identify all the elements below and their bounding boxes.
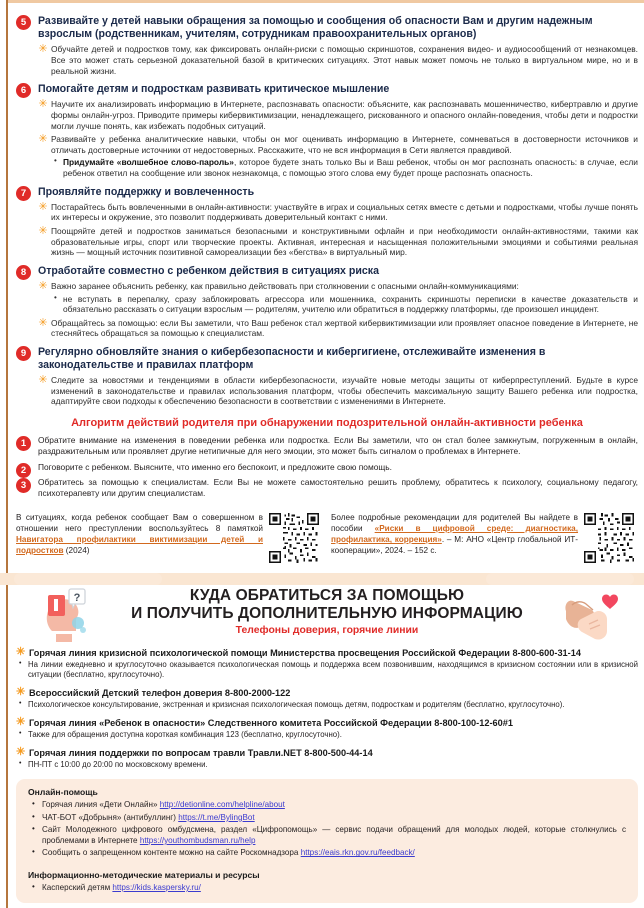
bullet-text: Научите их анализировать информацию в Интернете, распознавать опасности: объясните, как распознавать мошенничество, кибертравлю и другие формы онлайн-угроз. Приводите примеры кибервиктимизации, ненадлежащего, рискованного и опасного онлайн-поведения, чтобы дети и подростки могли лучше понять, как избежать подобных ситуаций. <box>51 99 638 131</box>
qr-references-row <box>16 512 638 563</box>
recommendation-item <box>16 83 638 178</box>
bullet-item <box>38 318 638 339</box>
resource-link[interactable]: https://kids.kaspersky.ru/ <box>112 883 201 893</box>
hotline-title: Горячая линия кризисной психологической помощи Министерства просвещения Российской Федерации 8-800-600-31-14 <box>29 648 581 659</box>
star-bullet-icon: ✳ <box>16 716 26 729</box>
sub-bullets <box>51 294 638 315</box>
svg-text:?: ? <box>73 592 81 605</box>
contacts-header-line2: И ПОЛУЧИТЬ ДОПОЛНИТЕЛЬНУЮ ИНФОРМАЦИЮ <box>131 605 523 623</box>
resource-label: Горячая линия «Дети Онлайн» <box>42 800 160 810</box>
qr-code-icon[interactable] <box>584 513 634 563</box>
step-text: Поговорите с ребенком. Выясните, что именно его беспокоит, и предложите свою помощь. <box>38 461 392 472</box>
contacts-subtitle: Телефоны доверия, горячие линии <box>235 625 419 637</box>
hotline-entry <box>16 747 638 770</box>
sub-bullet-item <box>51 157 638 178</box>
recommendation-bullets <box>38 375 638 407</box>
contacts-header-line1: КУДА ОБРАТИТЬСЯ ЗА ПОМОЩЬЮ <box>189 587 465 605</box>
sub-bullet-text: не вступать в перепалку, сразу заблокировать агрессора или мошенника, сохранить скриншоты переписки в качестве доказательств и обязательно рассказать о ситуации взрослым — родителям, учителю или обратиться в поддержку платформы, где произошел инцидент. <box>63 293 638 315</box>
sub-bullet-item <box>51 294 638 315</box>
bullet-text: Следите за новостями и тенденциями в области кибербезопасности, изучайте новые методы защиты от киберпреступлений. Будьте в курсе изменений в законодательстве и правилах использования платформ, чтобы обеспечить максимальную защиту Вашего ребенка или подростка, адаптируйте свои подходы к обеспечению безопасности в соответствии с изменениями в Интернете. <box>51 375 638 407</box>
contacts-header <box>16 585 638 640</box>
qr-reference-handbook-text <box>331 512 578 556</box>
recommendation-item <box>16 186 638 258</box>
qr1-text-before: В ситуациях, когда ребенок сообщает Вам о совершенном в отношении него преступлении воспользуйтесь 8 памяткой <box>16 513 263 534</box>
algorithm-step <box>16 461 638 476</box>
helping-hands-heart-icon <box>562 591 620 641</box>
algorithm-steps <box>16 435 638 499</box>
algorithm-title: Алгоритм действий родителя при обнаружении подозрительной онлайн-активности ребенка <box>71 417 583 430</box>
hotline-entry <box>16 717 638 740</box>
star-bullet-icon: ✳ <box>38 279 48 292</box>
qr-reference-navigator <box>16 512 319 563</box>
resource-label: Сообщить о запрещенном контенте можно на сайте Роскомнадзора <box>42 848 301 858</box>
recommendation-heading: Развивайте у детей навыки обращения за помощью и сообщения об опасности Вам и другим надежным взрослым (родственникам, учителям, сотрудникам правоохранительных органов) <box>38 15 593 41</box>
band-notch-right <box>486 573 634 585</box>
recommendation-item <box>16 15 638 76</box>
recommendation-bullets <box>38 202 638 258</box>
recommendation-bullets <box>38 44 638 76</box>
sub-bullets <box>51 157 638 178</box>
head-with-question-icon <box>38 585 100 643</box>
resource-label: Касперский детям <box>42 883 113 893</box>
sub-bullet-text: , которое будете знать только Вы и Ваш ребенок, чтобы он мог распознать опасность: в случае, если ребенок ответил на сообщение или звонок незнакомца, с помощью этого слова ему будет проще распознать опасность. <box>63 157 638 178</box>
online-help-list <box>28 800 626 859</box>
hotline-note: • На линии ежедневно и круглосуточно оказывается психологическая помощь и поддержка всем позвонившим, находящимся в кризисном состоянии или в кризисной ситуации (бесплатно, круглосуточно). <box>16 660 638 680</box>
recommendation-heading: Отработайте совместно с ребенком действия в ситуациях риска <box>38 264 379 277</box>
recommendation-number-badge: 6 <box>16 83 31 98</box>
recommendation-number-badge: 5 <box>16 15 31 30</box>
contacts-section <box>0 585 644 903</box>
hotline-title: Горячая линия «Ребенок в опасности» Следственного комитета Российской Федерации 8-800-100-12-60#1 <box>29 718 513 729</box>
step-number-badge: 3 <box>16 478 31 493</box>
sub-bullet-keyword: Придумайте «волшебное слово-пароль» <box>63 157 234 168</box>
star-bullet-icon: ✳ <box>38 43 48 56</box>
recommendation-item <box>16 346 638 407</box>
algorithm-step <box>16 435 638 457</box>
band-notch-left <box>14 573 162 585</box>
recommendation-number-badge: 7 <box>16 186 31 201</box>
bullet-item <box>38 375 638 407</box>
star-bullet-icon: ✳ <box>38 98 48 111</box>
bullet-item <box>38 44 638 76</box>
left-margin-rule <box>6 0 8 908</box>
bullet-item <box>38 281 638 315</box>
bullet-item <box>38 202 638 223</box>
resource-item <box>28 883 626 894</box>
bullet-item <box>38 226 638 258</box>
step-text: Обратитесь за помощью к специалистам. Если Вы не можете самостоятельно решить проблему, обратитесь к психологу, социальному педагогу, психотерапевту или другим специалистам. <box>38 477 638 499</box>
hotline-entry <box>16 687 638 710</box>
recommendation-bullets <box>38 281 638 339</box>
hotline-title: Всероссийский Детский телефон доверия 8-800-2000-122 <box>29 688 291 699</box>
star-bullet-icon: ✳ <box>38 316 48 329</box>
qr-reference-handbook <box>331 512 634 563</box>
bullet-text: Поощряйте детей и подростков заниматься безопасными и конструктивными офлайн и при необходимости онлайн-активностями, такими как образовательные игры, спорт или творческие проекты. Активная, интересная и насыщенная положительными эмоциями и событиями реальная жизнь — мощный источник позитивной самореализации без «бегства» в виртуальный мир. <box>51 225 638 258</box>
qr-code-icon[interactable] <box>269 513 319 563</box>
top-rule <box>6 0 644 3</box>
hotline-note: • Психологическое консультирование, экстренная и кризисная психологическая помощь детям, подросткам и родителям (бесплатно, круглосуточно). <box>16 700 638 710</box>
bullet-text: Обращайтесь за помощью: если Вы заметили, что Ваш ребенок стал жертвой кибервиктимизации или проявляет опасное поведение в Интернете, не стесняйтесь обращаться за помощью к специалистам. <box>51 317 638 339</box>
step-number-badge: 2 <box>16 463 31 478</box>
resource-label: ЧАТ-БОТ «Добрыня» (антибуллинг) <box>42 812 179 822</box>
step-number-badge: 1 <box>16 436 31 451</box>
hotline-title-row <box>16 717 638 729</box>
resource-label: Сайт Молодежного цифрового омбудсмена, раздел «Цифропомощь» — сервис подачи обращений для молодых людей, которые столкнулись с проблемами в Интернете <box>42 825 626 845</box>
navigator-link[interactable]: Навигатора профилактики виктимизации детей и подростков <box>16 535 263 556</box>
resource-item <box>28 800 626 811</box>
online-help-title: Онлайн-помощь <box>28 787 98 798</box>
hotlines-list <box>16 647 638 770</box>
qr1-text-after: (2024) <box>63 546 90 556</box>
hotline-note: • Также для обращения доступна короткая комбинация 123 (бесплатно, круглосуточно). <box>16 730 638 740</box>
star-bullet-icon: ✳ <box>16 646 26 659</box>
resource-item <box>28 848 626 859</box>
star-bullet-icon: ✳ <box>16 686 26 699</box>
bullet-text: Постарайтесь быть вовлеченными в онлайн-активности: участвуйте в играх и социальных сетях вместе с детьми и подростками, чтобы лучше понять их интересы и окружение, это позволит поддерживать доверительный контакт с ними. <box>51 201 638 223</box>
handbook-link[interactable]: «Риски в цифровой среде: диагностика, профилактика, коррекция» <box>331 524 579 545</box>
resource-link[interactable]: https://youthombudsman.ru/help <box>139 835 256 845</box>
qr-reference-navigator-text <box>16 512 263 556</box>
resources-box <box>16 779 638 903</box>
hotline-title-row <box>16 747 638 759</box>
resource-item <box>28 825 626 846</box>
bullet-text: Развивайте у ребенка аналитические навыки, чтобы он мог оценивать информацию в Интернете, сомневаться в достоверности источников и отличать достоверные источники от недостоверных. Расскажите, что не вся информация в Сети является правдивой. <box>51 134 638 155</box>
recommendation-bullets <box>38 99 638 178</box>
materials-title: Информационно-методические материалы и ресурсы <box>28 870 260 881</box>
qr2-text-after: . – М: АНО «Центр глобальной ИТ-кооперации», 2024. – 152 с. <box>331 535 578 556</box>
star-bullet-icon: ✳ <box>38 133 48 146</box>
step-text: Обратите внимание на изменения в поведении ребенка или подростка. Если Вы заметили, что он стал более замкнутым, погруженным в онлайн, раздражительным или проявляет другие нетипичные для него эмоции, это может быть сигналом о проблемах в Интернете. <box>38 435 638 456</box>
hotline-title-row <box>16 687 638 699</box>
resource-link[interactable]: https://t.me/BylingBot <box>178 812 255 822</box>
recommendation-heading: Проявляйте поддержку и вовлеченность <box>38 185 255 198</box>
star-bullet-icon: ✳ <box>38 224 48 237</box>
bullet-text: Обучайте детей и подростков тому, как фиксировать онлайн-риски с помощью скриншотов, сохранения видео- и аудиосообщений от незнакомцев. Все это может стать серьезной доказательной базой в критических ситуациях. Этот навык может помочь не только в виртуальном мире, но и в реальной жизни. <box>51 44 638 76</box>
recommendation-heading: Регулярно обновляйте знания о кибербезопасности и кибергигиене, отслеживайте изменения в законодательстве и правилах платформ <box>38 345 546 372</box>
resource-link[interactable]: https://eais.rkn.gov.ru/feedback/ <box>300 848 415 858</box>
hotline-note: • ПН-ПТ с 10:00 до 20:00 по московскому времени. <box>16 760 638 770</box>
recommendation-number-badge: 8 <box>16 265 31 280</box>
materials-list <box>28 883 626 894</box>
resource-link[interactable]: http://detionline.com/helpline/about <box>159 800 285 810</box>
recommendation-number-badge: 9 <box>16 346 31 361</box>
recommendations-list <box>16 15 638 407</box>
bullet-item <box>38 99 638 131</box>
hotline-title: Горячая линия поддержки по вопросам травли Травли.NET 8-800-500-44-14 <box>29 748 373 759</box>
recommendation-item <box>16 265 638 339</box>
decorative-band <box>0 573 644 585</box>
bullet-item <box>38 134 638 178</box>
hotline-title-row <box>16 647 638 659</box>
recommendation-heading: Помогайте детям и подросткам развивать критическое мышление <box>38 83 390 96</box>
algorithm-step <box>16 477 638 499</box>
star-bullet-icon: ✳ <box>16 746 26 759</box>
star-bullet-icon: ✳ <box>38 200 48 213</box>
hotline-entry <box>16 647 638 680</box>
star-bullet-icon: ✳ <box>38 374 48 387</box>
resource-item <box>28 813 626 824</box>
qr2-text-before: Более подробные рекомендации для родителей Вы найдете в пособии <box>331 513 578 534</box>
bullet-text: Важно заранее объяснить ребенку, как правильно действовать при столкновении с опасными онлайн-коммуникациями: <box>51 280 519 291</box>
